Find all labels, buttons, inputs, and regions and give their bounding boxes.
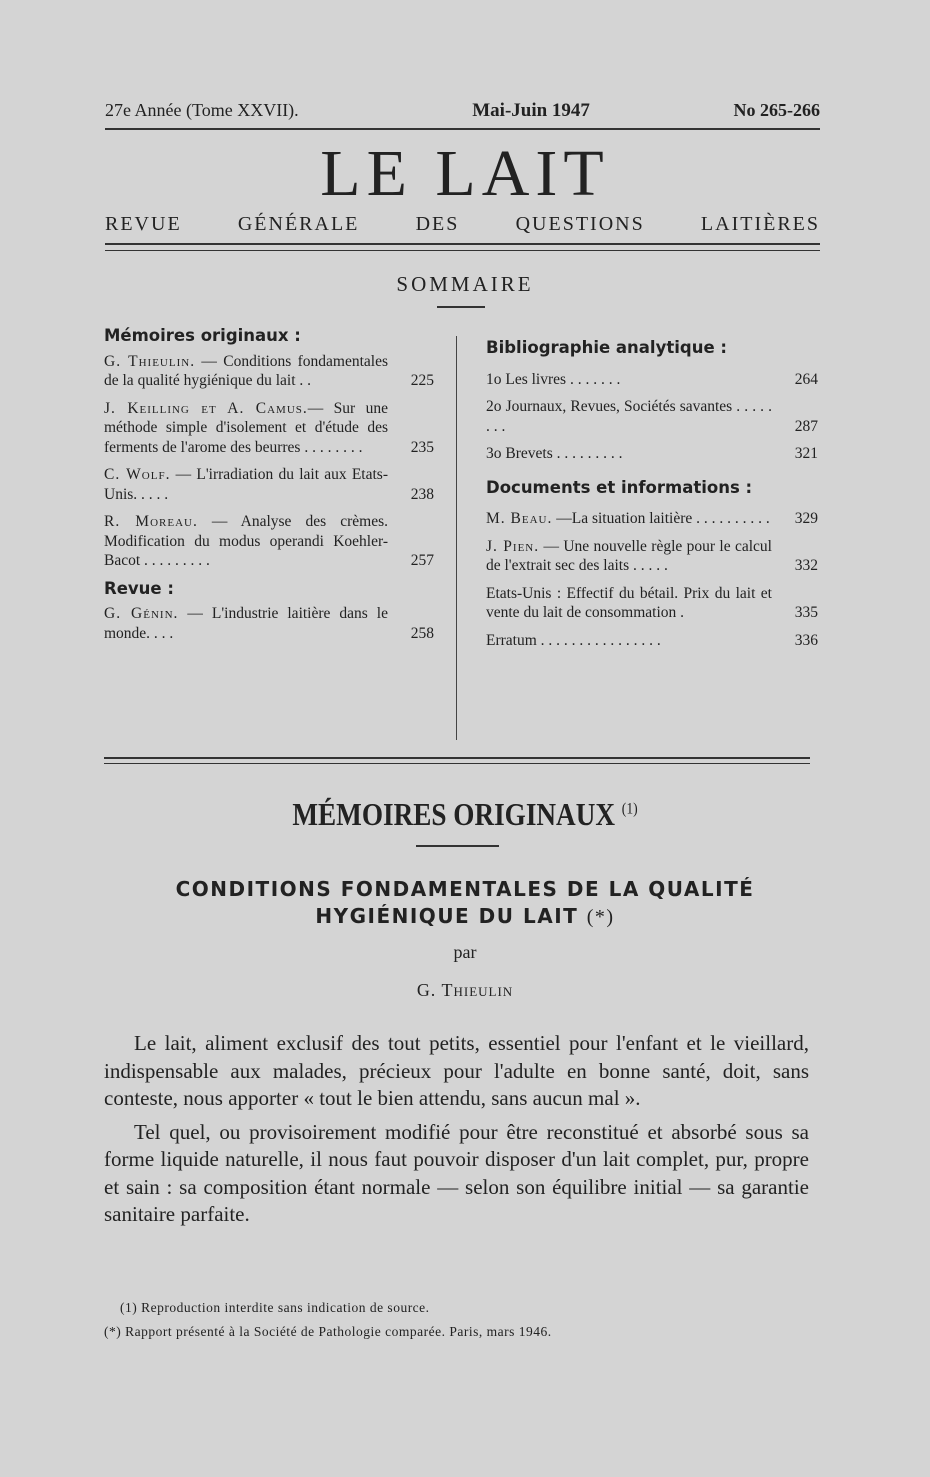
toc-author: R. Moreau. (104, 513, 198, 530)
toc-text: — Conditions fondamentales de la qualité hygiénique du lait . . (104, 352, 389, 389)
journal-title: LE LAIT (320, 137, 610, 210)
toc-text: Etats-Unis : Effectif du bétail. Prix du lait et vente du lait de consommation . (486, 584, 772, 621)
toc-page: 287 (794, 417, 818, 435)
toc-page: 336 (794, 631, 818, 649)
article-title-line2: HYGIÉNIQUE DU LAIT (315, 904, 579, 928)
toc-text: 2o Journaux, Revues, Sociétés savantes . . . . . . . . (486, 398, 772, 435)
toc-text: Erratum . . . . . . . . . . . . . . . . (486, 631, 661, 649)
article-title (0, 876, 930, 931)
toc-author: C. Wolf. (104, 466, 171, 483)
toc-entry (486, 537, 818, 576)
footnote: (*) Rapport présenté à la Société de Pathologie comparée. Paris, mars 1946. (104, 1324, 552, 1339)
toc-author: G. Thieulin. (104, 352, 196, 370)
toc-text: — Analyse des crèmes. Modification du modus operandi Koehler-Bacot . . . . . . . . . (104, 513, 388, 569)
section-title-underline (416, 845, 499, 847)
biblio-heading: Bibliographie analytique : (486, 338, 727, 357)
sommaire-heading: SOMMAIRE (396, 272, 534, 296)
sommaire-underline (437, 306, 485, 308)
revue-heading: Revue : (104, 578, 174, 598)
toc-entry (486, 509, 818, 529)
sommaire-bottom-rule (104, 757, 810, 764)
toc-page: 332 (794, 557, 818, 574)
toc-entry (486, 444, 818, 464)
toc-entry (486, 397, 818, 436)
by-line: par (453, 942, 477, 962)
toc-entry (104, 604, 434, 643)
toc-page: 264 (794, 370, 818, 388)
article-title-line1: CONDITIONS FONDAMENTALES DE LA QUALITÉ (175, 877, 755, 901)
article-author: G. Thieulin (416, 980, 514, 1000)
toc-text: 3o Brevets . . . . . . . . . (486, 445, 623, 462)
toc-entry (486, 631, 818, 651)
toc-author: M. Beau. (486, 510, 553, 527)
column-divider (456, 336, 457, 740)
toc-author: J. Keilling et A. Camus. (104, 399, 308, 417)
issue-number: No 265-266 (733, 100, 820, 120)
issue-header (105, 100, 820, 122)
title-rule (105, 243, 820, 251)
body-paragraph: Tel quel, ou provisoirement modifié pour être reconstitué et absorbé sous sa forme liquide naturelle, il nous faut pouvoir disposer d'un lait complet, pur, propre et sain : sa composition étant normale — selon son équilibre initial — sa garantie sanitaire parfaite. (104, 1119, 809, 1226)
toc-page: 238 (410, 485, 434, 503)
toc-entry (104, 352, 434, 391)
toc-text: — Sur une méthode simple d'isolement et d'étude des ferments de l'arome des beurres . . . . . . . . (104, 399, 388, 456)
toc-page: 257 (410, 552, 434, 569)
toc-text: — L'industrie laitière dans le monde. . . . (104, 605, 388, 642)
issue-date: Mai-Juin 1947 (472, 100, 590, 121)
toc-entry (104, 465, 434, 504)
toc-page: 321 (794, 445, 818, 462)
sommaire-right-column (486, 338, 818, 658)
toc-author: G. Génin. (104, 605, 179, 622)
toc-page: 225 (410, 372, 434, 389)
toc-page: 335 (794, 604, 818, 621)
toc-page: 329 (794, 510, 818, 527)
section-title (70, 796, 861, 833)
section-title-text: MÉMOIRES ORIGINAUX (292, 796, 615, 832)
section-footnote-mark: (1) (621, 800, 638, 818)
article-body (104, 1030, 809, 1235)
toc-text: — L'irradiation du lait aux Etats-Unis. . . . . (104, 466, 388, 503)
toc-entry (486, 370, 818, 390)
footnote: (1) Reproduction interdite sans indication de source. (120, 1300, 430, 1315)
toc-author: J. Pien. (486, 537, 540, 555)
journal-subtitle: REVUE GÉNÉRALE DES QUESTIONS LAITIÈRES (105, 213, 820, 235)
toc-text: —La situation laitière . . . . . . . . . . (552, 510, 770, 527)
volume-info: 27e Année (Tome XXVII). (105, 100, 299, 120)
toc-page: 235 (410, 438, 434, 456)
documents-heading: Documents et informations : (486, 477, 753, 497)
memoires-heading: Mémoires originaux : (104, 326, 301, 345)
toc-text: 1o Les livres . . . . . . . (486, 370, 621, 388)
sommaire-left-column (104, 326, 434, 651)
toc-page: 258 (410, 624, 434, 642)
body-paragraph: Le lait, aliment exclusif des tout petits, essentiel pour l'enfant et le vieillard, indispensable aux malades, précieux pour l'adulte en bonne santé, doit, sans conteste, nous apporter « tout le bien attendu, sans aucun mal ». (104, 1031, 809, 1110)
toc-entry (486, 584, 818, 623)
header-rule (105, 128, 820, 130)
toc-text: — Une nouvelle règle pour le calcul de l'extrait sec des laits . . . . . (486, 537, 772, 574)
footnotes (104, 1296, 809, 1344)
article-title-footnote-mark: (*) (586, 906, 615, 928)
toc-entry (104, 512, 434, 571)
toc-entry (104, 399, 434, 458)
